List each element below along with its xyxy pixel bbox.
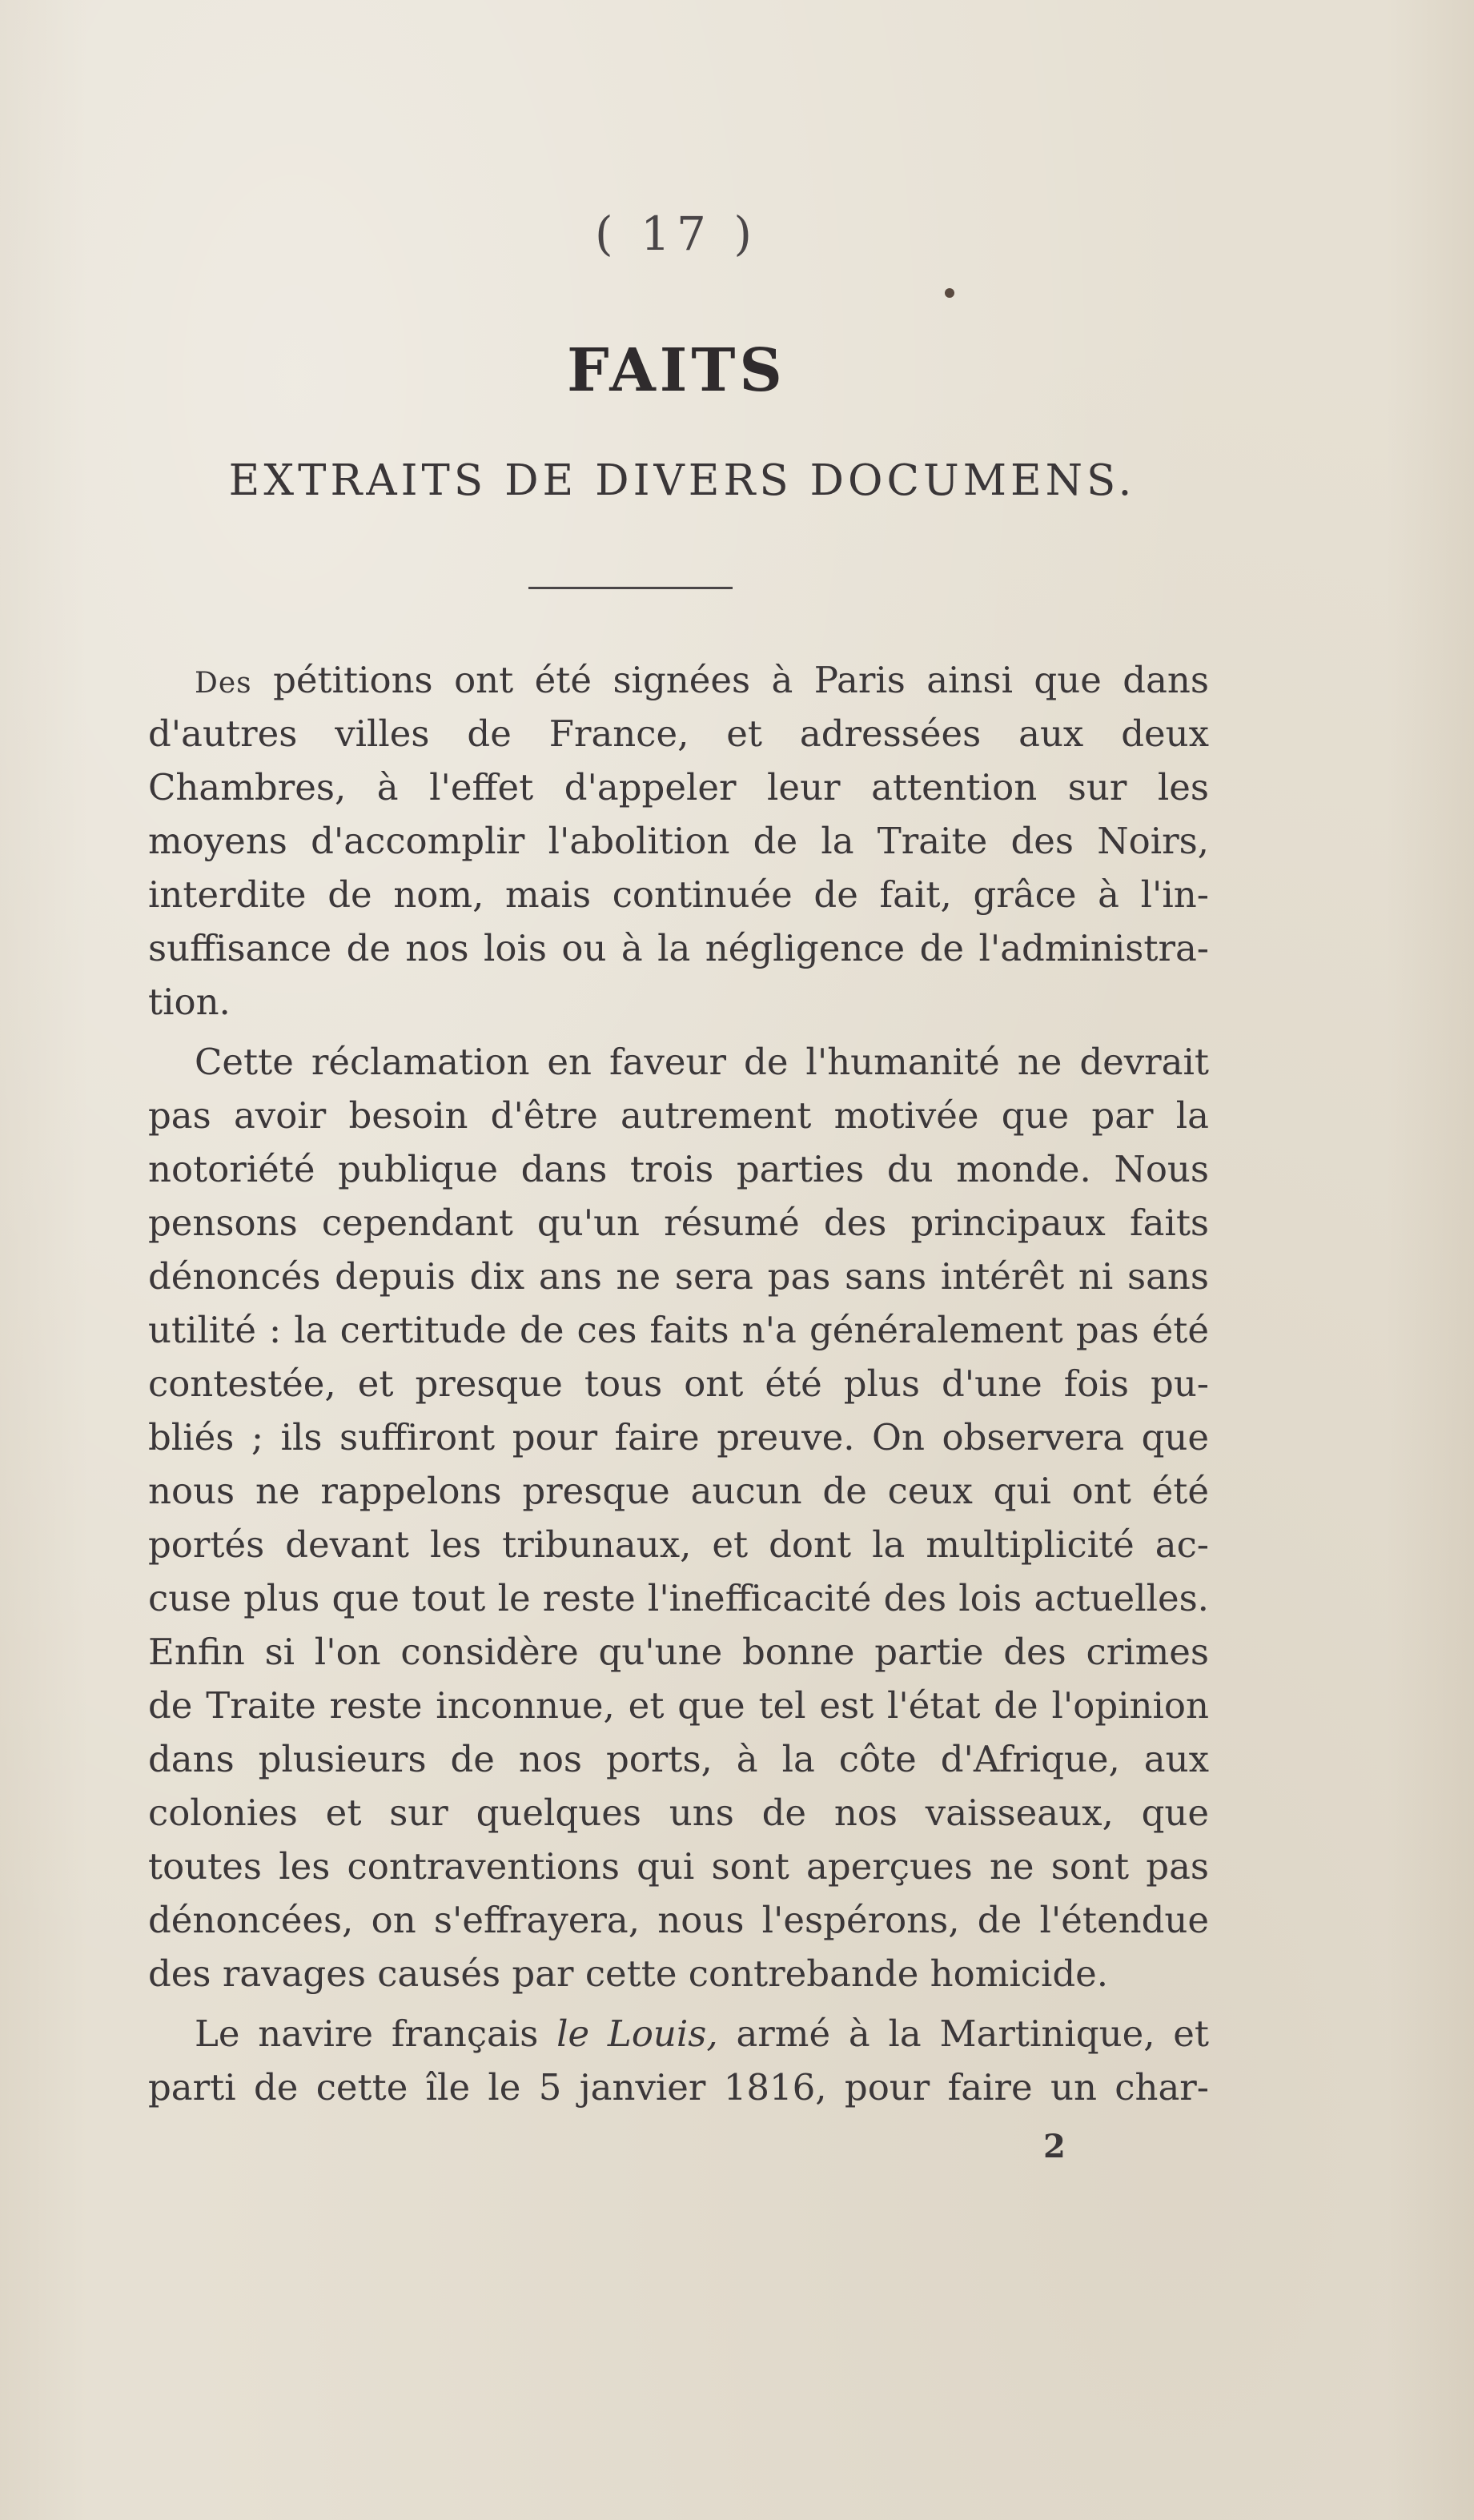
text-line: des ravages causés par cette contrebande homicide. <box>148 1952 1109 1995</box>
text-line: Le navire français le Louis, armé à la Martinique, et <box>195 2012 1209 2055</box>
page-heading: FAITS <box>567 336 786 405</box>
text-line: tion. <box>148 981 231 1023</box>
text-line: bliés ; ils suffiront pour faire preuve. On observera que <box>148 1416 1209 1459</box>
text-line: portés devant les tribunaux, et dont la multiplicité ac- <box>148 1523 1209 1566</box>
text-line: cuse plus que tout le reste l'inefficacité des lois actuelles. <box>148 1577 1209 1619</box>
text-line: utilité : la certitude de ces faits n'a généralement pas été <box>148 1309 1209 1351</box>
text-line: nous ne rappelons presque aucun de ceux qui ont été <box>148 1470 1209 1512</box>
text-line: moyens d'accomplir l'abolition de la Traite des Noirs, <box>148 820 1209 862</box>
text-line: dénoncés depuis dix ans ne sera pas sans intérêt ni sans <box>148 1255 1209 1298</box>
section-rule <box>528 587 733 589</box>
text-line: interdite de nom, mais continuée de fait, grâce à l'in- <box>148 873 1209 916</box>
page-subheading: EXTRAITS DE DIVERS DOCUMENS. <box>228 456 1136 505</box>
text-line: Des pétitions ont été signées à Paris ainsi que dans <box>195 659 1209 701</box>
signature-mark: 2 <box>1043 2128 1066 2165</box>
text-line: d'autres villes de France, et adressées aux deux <box>148 712 1209 755</box>
text-line: suffisance de nos lois ou à la négligence de l'administra- <box>148 927 1209 969</box>
text-line: Chambres, à l'effet d'appeler leur attention sur les <box>148 766 1209 809</box>
text-line: de Traite reste inconnue, et que tel est l'état de l'opinion <box>148 1684 1209 1727</box>
ink-speck <box>945 288 954 298</box>
text-line: notoriété publique dans trois parties du monde. Nous <box>148 1148 1209 1190</box>
text-line: pas avoir besoin d'être autrement motivée que par la <box>148 1094 1209 1137</box>
text-line: Enfin si l'on considère qu'une bonne partie des crimes <box>148 1631 1209 1673</box>
small-caps-lead: Des <box>195 667 252 700</box>
text-line: parti de cette île le 5 janvier 1816, pour faire un char- <box>148 2066 1209 2109</box>
text-line: dénoncées, on s'effrayera, nous l'espérons, de l'étendue <box>148 1899 1209 1941</box>
text-line: Cette réclamation en faveur de l'humanité ne devrait <box>195 1041 1209 1083</box>
text-line: colonies et sur quelques uns de nos vaisseaux, que <box>148 1792 1209 1834</box>
text-line: contestée, et presque tous ont été plus d'une fois pu- <box>148 1362 1209 1405</box>
page-number: ( 17 ) <box>595 207 758 261</box>
text-line: pensons cependant qu'un résumé des principaux faits <box>148 1202 1209 1244</box>
text-line: dans plusieurs de nos ports, à la côte d'Afrique, aux <box>148 1738 1209 1780</box>
text-line: toutes les contraventions qui sont aperçues ne sont pas <box>148 1845 1209 1888</box>
ship-name: le Louis, <box>556 2012 718 2055</box>
